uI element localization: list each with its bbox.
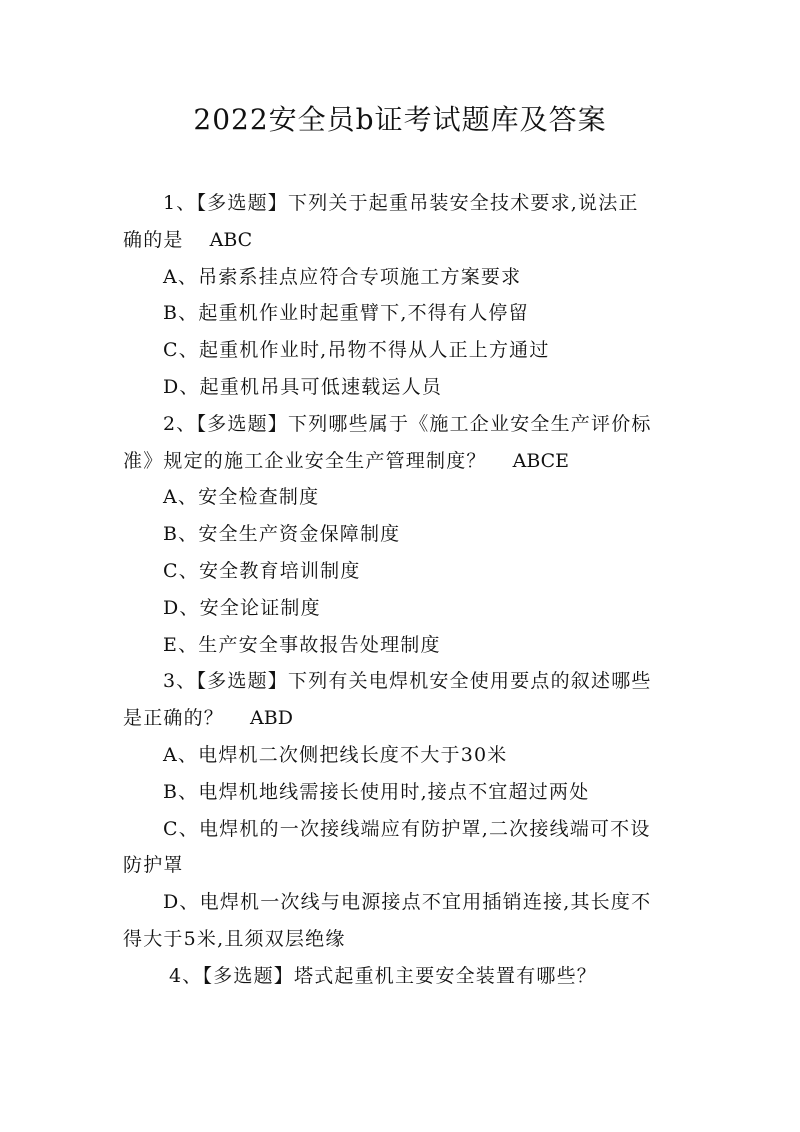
question-1-stem-line-2	[123, 222, 688, 259]
question-2-answer: ABCE	[512, 449, 570, 472]
question-3-option-c-line-1: C、电焊机的一次接线端应有防护罩,二次接线端可不设	[163, 817, 651, 840]
question-2-option-b: B、安全生产资金保障制度	[163, 523, 401, 546]
question-2-stem-line-1: 2、【多选题】下列哪些属于《施工企业安全生产评价标	[163, 412, 652, 435]
question-1-answer: ABC	[209, 228, 253, 251]
question-3-option-b: B、电焊机地线需接长使用时,接点不宜超过两处	[163, 780, 590, 803]
document-title: 2022安全员b证考试题库及答案	[193, 103, 607, 136]
question-1-option-c: C、起重机作业时,吊物不得从人正上方通过	[163, 339, 550, 362]
question-1-option-b: B、起重机作业时起重臂下,不得有人停留	[163, 302, 529, 325]
question-3-option-d-line-1: D、电焊机一次线与电源接点不宜用插销连接,其长度不	[163, 891, 652, 914]
question-3-option-d-line-2: 得大于5米,且须双层绝缘	[123, 927, 346, 950]
question-1-stem-text: 确的是	[123, 228, 184, 251]
question-list	[123, 185, 688, 995]
question-2-option-e: E、生产安全事故报告处理制度	[163, 633, 441, 656]
question-2-stem-line-2	[123, 443, 688, 480]
question-1-option-d: D、起重机吊具可低速载运人员	[163, 375, 443, 398]
question-2-option-c: C、安全教育培训制度	[163, 559, 361, 582]
question-1-stem-line-1: 1、【多选题】下列关于起重吊装安全技术要求,说法正	[163, 192, 639, 214]
question-2-option-d: D、安全论证制度	[163, 596, 321, 619]
question-2-option-a: A、安全检查制度	[163, 486, 320, 509]
question-3-answer: ABD	[250, 707, 293, 730]
question-3-stem-text: 是正确的？	[123, 707, 225, 730]
question-3-stem-line-1: 3、【多选题】下列有关电焊机安全使用要点的叙述哪些	[163, 670, 652, 693]
question-3-option-c-line-2: 防护罩	[123, 854, 184, 877]
question-1-option-a: A、吊索系挂点应符合专项施工方案要求	[163, 265, 522, 288]
question-3-stem-line-2	[123, 700, 688, 737]
question-2-stem-text: 准》规定的施工企业安全生产管理制度？	[123, 449, 487, 472]
question-4-stem-line-1: 4、【多选题】塔式起重机主要安全装置有哪些？	[169, 964, 597, 987]
question-3-option-a: A、电焊机二次侧把线长度不大于30米	[163, 743, 508, 766]
